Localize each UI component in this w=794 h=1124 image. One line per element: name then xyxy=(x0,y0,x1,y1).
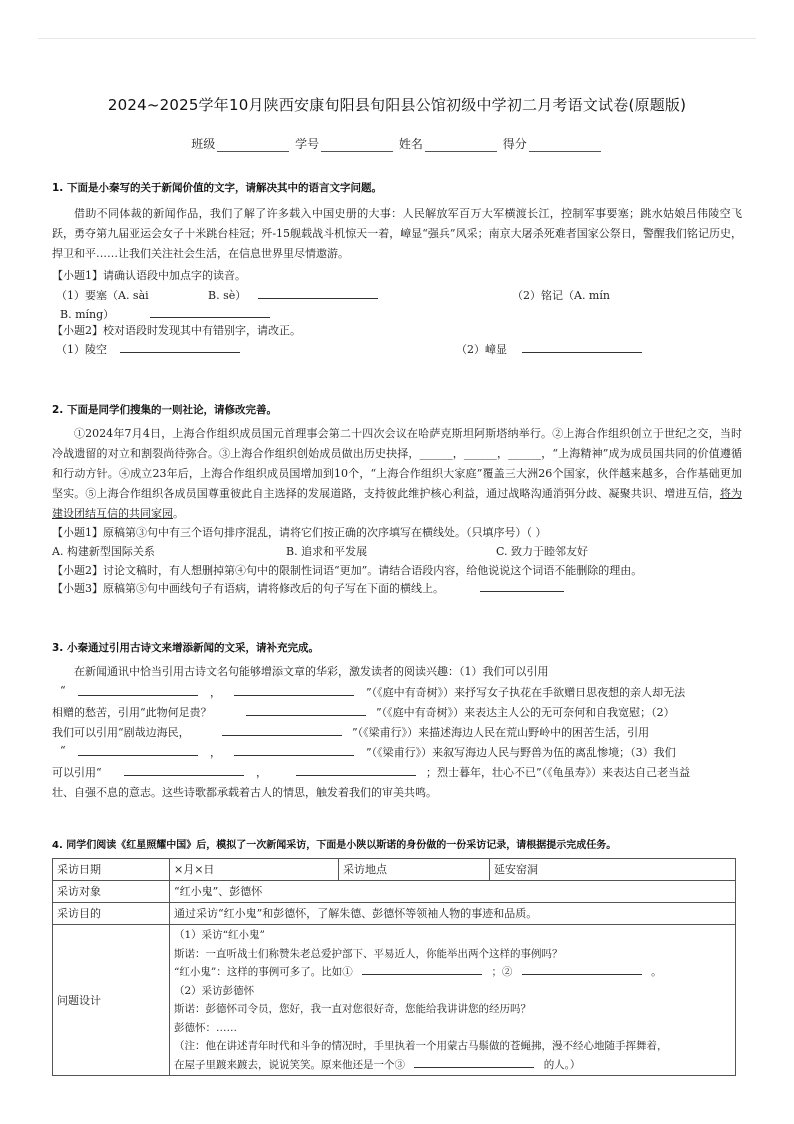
q3-line3-rest: ”（《庭中有奇树》）来表达主人公的无可奈何和自我宽慰；（2） xyxy=(376,706,675,719)
q2-sub1: 【小题1】原稿第③句中有三个语句排序混乱，请将它们按正确的次序填写在横线处。（只填序号）（ ） xyxy=(52,526,547,539)
id-field[interactable] xyxy=(321,139,393,152)
q2-passage xyxy=(52,424,742,524)
id-label: 学号 xyxy=(295,137,320,151)
q2-underlined-sentence: 将为建设团结互信的共同家园 xyxy=(52,487,743,520)
table-row xyxy=(53,903,736,925)
q2-passage-end: 。 xyxy=(173,507,184,520)
q3-line5-open: “ xyxy=(60,744,66,757)
score-field[interactable] xyxy=(529,139,601,152)
q1-passage: 借助不同体裁的新闻作品，我们了解了许多载入中国史册的大事：人民解放军百万大军横渡长江，控制军事要塞；跳水姑娘吕伟陵空飞跃，勇夺第九届亚运会女子十米跳台桂冠；歼-15舰载战斗机惊天一着，嶂显“强兵”风采；南京大屠杀死难者国家公祭日，警醒我们铭记历史，捍卫和平……让我们关注社会生活，在信息世界里尽情遨游。 xyxy=(52,207,742,260)
design-line-6: 彭德怀：…… xyxy=(174,1021,237,1034)
q3-line6-rest: ；烈士暮年，壮心不已”（《龟虽寿》）来表达自己老当益 xyxy=(426,766,691,779)
target-value-cell: “红小鬼”、彭德怀 xyxy=(170,881,736,903)
q1-sub1-answer1[interactable] xyxy=(258,287,378,299)
design-blank-3[interactable] xyxy=(414,1056,534,1068)
q3-line5-rest: ”（《梁甫行》）来叙写海边人民与野兽为伍的离乱惨境；（3）我们 xyxy=(366,746,676,759)
design-content-cell xyxy=(170,925,736,1076)
q1-heading: 1. 下面是小秦写的关于新闻价值的文字，请解决其中的语言文字问题。 xyxy=(52,182,382,194)
score-label: 得分 xyxy=(502,137,527,151)
design-line-8-text: 在屋子里踱来踱去，说说笑笑。原来他还是一个③ xyxy=(174,1058,405,1071)
design-blank-1[interactable] xyxy=(362,963,482,975)
q1-sub2: 【小题2】校对语段时发现其中有错别字，请改正。 xyxy=(52,324,301,337)
q2-sub2: 【小题2】讨论文稿时，有人想删掉第④句中的限制性词语“更加”。请结合语段内容，给他说说这个词语不能删除的理由。 xyxy=(52,564,643,577)
date-label-cell: 采访日期 xyxy=(53,859,170,881)
design-line-4: （2）采访彭德怀 xyxy=(174,984,255,997)
purpose-value-cell: 通过采访“红小鬼”和彭德怀，了解朱德、彭德怀等领袖人物的事迹和品质。 xyxy=(170,903,736,925)
q1-sub1-item1 xyxy=(56,287,149,303)
q3-line6-comma: ， xyxy=(256,766,267,779)
q3-heading: 3. 小秦通过引用古诗文来增添新闻的文采，请补充完成。 xyxy=(52,642,319,654)
q3-blank3[interactable] xyxy=(246,704,366,716)
q2-sub3-answer[interactable] xyxy=(480,580,564,592)
q1-sub2-item2: （2）嶂显 xyxy=(456,343,507,356)
design-label-cell: 问题设计 xyxy=(53,925,170,1076)
q3-line6-start: 可以引用“ xyxy=(52,766,102,779)
class-field[interactable] xyxy=(217,139,289,152)
design-line-8 xyxy=(174,1056,731,1075)
q3-blank1[interactable] xyxy=(78,684,198,696)
q2-heading: 2. 下面是同学们搜集的一则社论，请修改完善。 xyxy=(52,404,277,416)
design-line-2: 斯诺：一直听战士们称赞朱老总爱护部下、平易近人，你能举出两个这样的事例吗？ xyxy=(174,947,563,960)
q3-line4-start: 我们可以引用“剧哉边海民， xyxy=(52,726,190,739)
page-title: 2024~2025学年10月陕西安康旬阳县旬阳县公馆初级中学初二月考语文试卷(原题版) xyxy=(107,96,687,114)
class-label: 班级 xyxy=(191,137,216,151)
q3-line5-comma: ， xyxy=(210,746,221,759)
design-line-8-end: 的人。） xyxy=(543,1058,581,1071)
q1-sub1-item1-optb: B. sè） xyxy=(208,289,247,302)
table-row xyxy=(53,925,736,1076)
place-label-cell: 采访地点 xyxy=(339,859,490,881)
place-value-cell: 延安窑洞 xyxy=(490,859,736,881)
design-line-1: （1）采访“红小鬼” xyxy=(174,929,265,941)
q2-option-c: C. 致力于睦邻友好 xyxy=(496,545,589,558)
design-line-7: （注：他在讲述青年时代和斗争的情况时，手里执着一个用蒙古马鬃做的苍蝇拂，漫不经心地随手挥舞着， xyxy=(174,1040,668,1052)
table-row xyxy=(53,881,736,903)
q3-blank8[interactable] xyxy=(296,764,416,776)
table-row xyxy=(53,859,736,881)
design-line-3-sep: ；② xyxy=(491,966,513,978)
q3-blank2[interactable] xyxy=(234,684,354,696)
q3-line2-rest: ”（《庭中有奇树》）来抒写女子执花在手欲赠日思夜想的亲人却无法 xyxy=(366,686,686,699)
q1-sub1-answer2[interactable] xyxy=(150,306,270,318)
name-field[interactable] xyxy=(425,139,497,152)
q1-sub1-item1-text: （1）要塞（A. sài xyxy=(56,289,149,302)
q3-line3-start: 相赠的愁苦，引用“此物何足贵？ xyxy=(52,706,212,719)
q2-passage-main: ①2024年7月4日，上海合作组织成员国元首理事会第二十四次会议在哈萨克斯坦阿斯塔纳举行。②上海合作组织创立于世纪之交，当时冷战遗留的对立和割裂尚待弥合。③上海合作组织创始成员做出历史抉择，______，______，______，“上海精神”成为成员国共同的价值遵循和行动方针。④成立23年后，上海合作组织成员国增加到10个，“上海合作组织大家庭”覆盖三大洲26个国家，伙伴越来越多，合作基础更加坚实。⑤上海合作组织各成员国尊重彼此自主选择的发展道路，支持彼此维护核心利益，通过战略沟通消弭分歧、凝聚共识、增进互信， xyxy=(52,427,742,500)
student-info-line xyxy=(0,135,794,152)
q3-line4-rest: ”（《梁甫行》）来描述海边人民在荒山野岭中的困苦生活，引用 xyxy=(352,726,650,739)
target-label-cell: 采访对象 xyxy=(53,881,170,903)
q4-heading: 4. 同学们阅读《红星照耀中国》后，模拟了一次新闻采访，下面是小陕以斯诺的身份做的一份采访记录，请根据提示完成任务。 xyxy=(52,840,617,851)
q3-blank4[interactable] xyxy=(222,724,342,736)
design-line-3 xyxy=(174,963,731,982)
q1-sub2-answer1[interactable] xyxy=(120,341,240,353)
name-label: 姓名 xyxy=(398,137,423,151)
q3-line1: 在新闻通讯中恰当引用古诗文名句能够增添文章的华彩，激发读者的阅读兴趣：（1）我们可以引用 xyxy=(74,665,549,678)
date-value-cell: ×月×日 xyxy=(170,859,339,881)
q3-line7: 壮、自强不息的意志。这些诗歌都承载着古人的情思，触发着我们的审美共鸣。 xyxy=(52,786,437,799)
q2-option-a: A. 构建新型国际关系 xyxy=(52,545,155,558)
q1-sub1: 【小题1】请确认语段中加点字的读音。 xyxy=(52,269,246,282)
design-blank-2[interactable] xyxy=(522,963,642,975)
purpose-label-cell: 采访目的 xyxy=(53,903,170,925)
q3-line2-comma: ， xyxy=(210,686,221,699)
interview-record-table xyxy=(52,858,736,1076)
design-line-3-text: “红小鬼”：这样的事例可多了。比如① xyxy=(174,966,353,978)
q3-blank6[interactable] xyxy=(234,744,354,756)
q2-sub3: 【小题3】原稿第⑤句中画线句子有语病，请将修改后的句子写在下面的横线上。 xyxy=(52,582,444,595)
q3-blank7[interactable] xyxy=(124,764,244,776)
q2-option-b: B. 追求和平发展 xyxy=(286,545,368,558)
design-line-3-end: 。 xyxy=(651,966,662,978)
page-top-rule xyxy=(38,38,756,39)
q1-sub1-item2: （2）铭记（A. mín xyxy=(512,289,610,302)
q3-blank5[interactable] xyxy=(78,744,198,756)
q3-line2-open: “ xyxy=(60,684,66,697)
design-line-5: 斯诺：彭德怀司令员，您好，我一直对您很好奇，您能给我讲讲您的经历吗？ xyxy=(174,1003,531,1015)
q1-sub1-item2-optb: B. míng） xyxy=(60,308,115,321)
q1-sub2-answer2[interactable] xyxy=(522,341,642,353)
q1-sub2-item1: （1）陵空 xyxy=(56,343,107,356)
